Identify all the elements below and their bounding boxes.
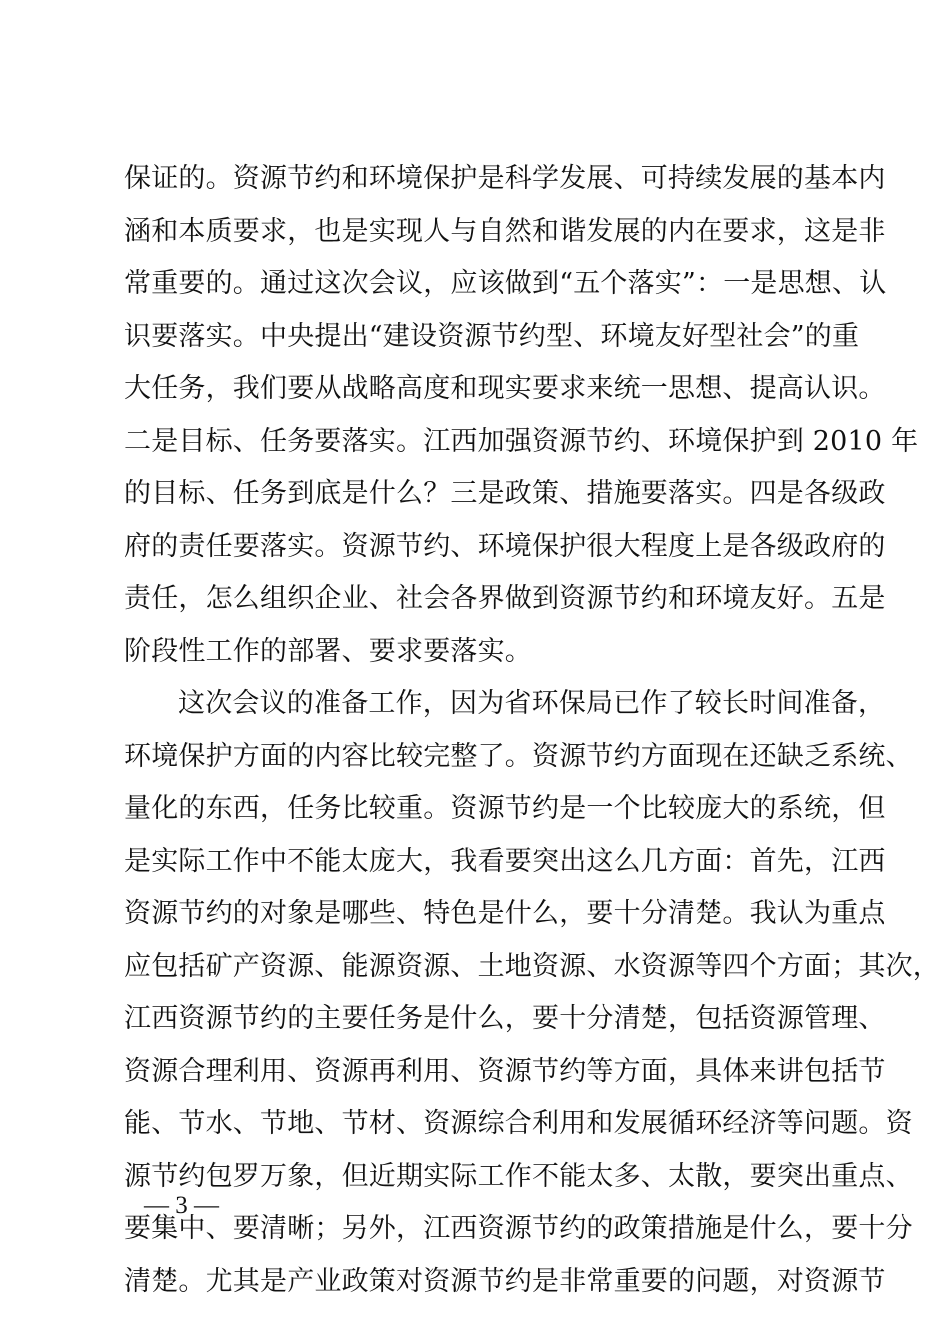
text-line: 源节约包罗万象，但近期实际工作不能太多、太散，要突出重点、 [124, 1160, 913, 1192]
text-line: 应包括矿产资源、能源资源、土地资源、水资源等四个方面；其次， [124, 950, 940, 982]
text-line: 资源节约的对象是哪些、特色是什么，要十分清楚。我认为重点 [124, 898, 886, 929]
text-line: 二是目标、任务要落实。江西加强资源节约、环境保护到 2010 年 [124, 425, 919, 457]
page-number: — 3 — [144, 1192, 219, 1219]
body-text [124, 153, 940, 1308]
text-line: 保证的。资源节约和环境保护是科学发展、可持续发展的基本内 [124, 163, 886, 194]
text-line: 府的责任要落实。资源节约、环境保护很大程度上是各级政府的 [124, 530, 886, 562]
text-line: 常重要的。通过这次会议，应该做到“五个落实”：一是思想、认 [124, 268, 887, 299]
text-line: 资源合理利用、资源再利用、资源节约等方面，具体来讲包括节 [124, 1055, 886, 1087]
text-line: 涵和本质要求，也是实现人与自然和谐发展的内在要求，这是非 [124, 215, 886, 247]
text-line: 要集中、要清晰；另外，江西资源节约的政策措施是什么，要十分 [124, 1213, 913, 1244]
text-line: 责任，怎么组织企业、社会各界做到资源节约和环境友好。五是 [124, 583, 886, 614]
text-line: 环境保护方面的内容比较完整了。资源节约方面现在还缺乏系统、 [124, 740, 913, 772]
text-line: 识要落实。中央提出“建设资源节约型、环境友好型社会”的重 [124, 320, 860, 352]
text-line: 江西资源节约的主要任务是什么，要十分清楚，包括资源管理、 [124, 1003, 886, 1034]
text-line: 量化的东西，任务比较重。资源节约是一个比较庞大的系统，但 [124, 793, 886, 824]
text-line: 的目标、任务到底是什么？三是政策、措施要落实。四是各级政 [124, 478, 886, 509]
text-line: 阶段性工作的部署、要求要落实。 [124, 635, 532, 667]
text-line: 是实际工作中不能太庞大，我看要突出这么几方面：首先，江西 [124, 845, 886, 877]
text-line: 清楚。尤其是产业政策对资源节约是非常重要的问题，对资源节 [124, 1265, 886, 1297]
paragraph-start-line: 这次会议的准备工作，因为省环保局已作了较长时间准备， [178, 688, 886, 719]
text-line: 大任务，我们要从战略高度和现实要求来统一思想、提高认识。 [124, 373, 886, 404]
text-line: 能、节水、节地、节材、资源综合利用和发展循环经济等问题。资 [124, 1108, 913, 1139]
